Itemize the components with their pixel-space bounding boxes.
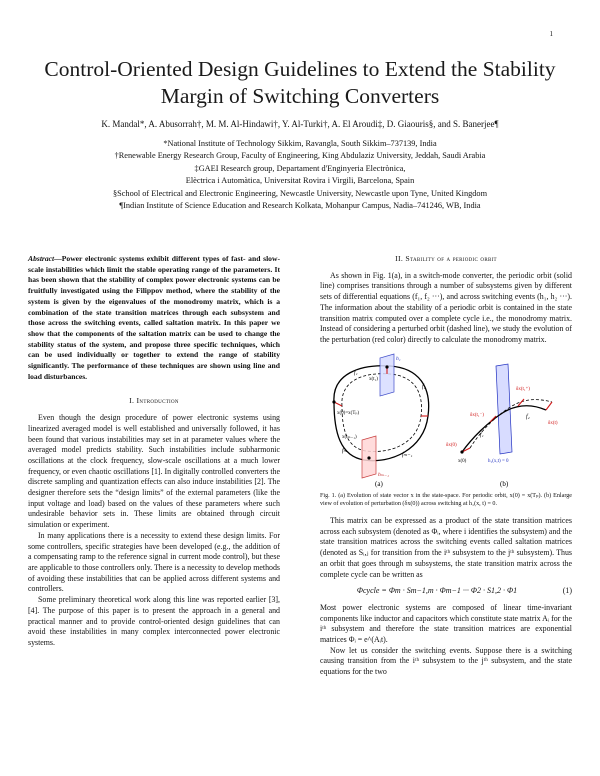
label-x0: x(0)=x(Tₚ) xyxy=(337,410,360,416)
figure-caption: Fig. 1. (a) Evolution of state vector x in the state-space. For periodic orbit, x(0) = x(Tₚ). (b) Enlarge view of evolution of perturbation (δx(0)) across switching at h₁(x, t) = 0. xyxy=(320,492,572,507)
affiliation: *National Institute of Technology Sikkim, Ravangla, South Sikkim–737139, India xyxy=(163,139,437,148)
abstract-label: Abstract xyxy=(28,254,55,263)
label-f1: f₁ xyxy=(354,369,358,376)
label-dxt1-plus: δx(t₁⁺) xyxy=(516,386,530,392)
label-h1-surface: h₁(x,t) = 0 xyxy=(488,458,509,464)
equation-1 xyxy=(320,586,572,597)
label-f1-b: f₁ xyxy=(480,431,484,438)
affiliation: ¶Indian Institute of Science Education and Research Kolkata, Mohanpur Campus, Nadia–741246, WB, India xyxy=(119,201,481,211)
section-heading-stability: II. Stability of a periodic orbit xyxy=(395,254,497,263)
abstract-text: —Power electronic systems exhibit different types of fast- and slow-scale instabilities which limit the stable operating range of the parameters. It has been shown that the stability of complex power electronic systems can be fruitfully investigated using the Filippov method, where the stability of the system is given by the eigenvalues of the monodromy matrix, which is a combination of the state transition matrices through each subsystem and those across the switching events, called saltation matrix. In this paper we show that the components of the saltation matrix can be used to change the stability status of the system, and propose three specific techniques, which can be used individually or together to extend the range of stability significantly. The performance of these techniques are shown using line and load disturbances. xyxy=(28,254,280,381)
label-fm: fₘ xyxy=(342,447,348,454)
equation-number: (1) xyxy=(562,586,572,596)
label-fm-1: fₘ₋₁ xyxy=(402,451,413,458)
section2-paragraph: This matrix can be expressed as a product of the state transition matrices across each subsystem (denoted as Φᵢ, where i identifies the subsystem) and the state transition matrices across the switching events called saltation matrices (denoted as Sᵢ,ⱼ for transition from the iᵗʰ subsystem to the jᵗʰ subsystem). Thus an orbit that goes through m subsystems, the state transition matrix across the complete cycle can be written as xyxy=(320,516,572,579)
label-x0-b: x(0) xyxy=(458,458,467,464)
section-heading-introduction: I. Introduction xyxy=(129,396,179,406)
label-xt1: x(t₁) xyxy=(369,376,378,382)
label-dx0: δx(0) xyxy=(446,442,457,448)
section2-paragraph: Now let us consider the switching events. Suppose there is a switching causing transition from the iᵗʰ subsystem to the jᵗʰ subsystem, and the state equations for the two xyxy=(320,645,572,677)
label-dxt: δx(t) xyxy=(548,420,558,426)
page-number: 1 xyxy=(549,30,553,38)
author-list: K. Mandal*, A. Abusorrah†, M. M. Al-Hindawi†, Y. Al-Turki†, A. El Aroudi‡, D. Giaouris§, and S. Banerjee¶ xyxy=(101,119,499,129)
section2-paragraph: As shown in Fig. 1(a), in a switch-mode converter, the periodic orbit (solid line) comprises transitions through a number of subsystems given by different sets of differential equations (f₁, f₂ ···), and across switching events (h₁, h₂ ···). The information about the stability of a periodic orbit is contained in the state transition matrix computed over a complete cycle i.e., the monodromy matrix. Instead of considering a perturbed orbit (dashed line), we study the evolution of the perturbation (red color) directly to calculate the monodromy matrix. xyxy=(320,270,572,344)
panel-b xyxy=(446,364,558,488)
intro-paragraph: In many applications there is a necessity to extend these design limits. For some controllers, specific strategies have been developed (e.g., the addition of a compensating ramp to the reference signal in current mode control), but these are applicable to those controllers only. There is a necessity to develop methods of avoiding these instabilities that can be applied across different systems and controllers. xyxy=(28,530,280,594)
panel-a-label: (a) xyxy=(375,479,383,488)
orbit-point xyxy=(367,456,370,459)
intro-paragraph: Some preliminary theoretical work along this line was reported earlier [3], [4]. The purpose of this paper is to present the approach in a general and practical manner and to provide control-oriented design guidelines that can avoid these instabilities in many complex interconnected power electronic systems. xyxy=(28,595,280,647)
label-xtm1: x(tₘ₋₁) xyxy=(342,434,357,440)
figure-1-drawing xyxy=(320,352,572,488)
perturbation-vector xyxy=(546,402,552,410)
orbit-point xyxy=(332,400,335,403)
abstract xyxy=(28,254,280,382)
affiliation: ‡GAEI Research group, Departament d'Enginyeria Electrònica, xyxy=(194,163,406,173)
figure-1 xyxy=(320,352,572,488)
label-f2: f₂ xyxy=(422,383,426,390)
label-h1: h₁ xyxy=(396,355,401,362)
label-f2-b: f₂ xyxy=(526,413,530,420)
switching-surface-h1 xyxy=(380,354,394,396)
perturbation-vector xyxy=(490,416,496,422)
paper-title: Control-Oriented Design Guidelines to Extend the Stability Margin of Switching Converters xyxy=(44,57,556,108)
orbit-point xyxy=(460,450,463,453)
affiliations xyxy=(20,138,580,212)
equation-body: Φcycle = Φm · Sm−1,m · Φm−1 ··· Φ2 · S1,2 · Φ1 xyxy=(356,586,518,596)
panel-a xyxy=(332,354,428,488)
affiliation: †Renewable Energy Research Group, Faculty of Engineering, King Abdulaziz University, Jeddah, Saudi Arabia xyxy=(114,151,486,161)
affiliation: §School of Electrical and Electronic Engineering, Newcastle University, Newcastle upon Tyne, United Kingdom xyxy=(112,188,488,198)
left-column xyxy=(28,254,280,649)
orbit-point xyxy=(385,365,388,368)
label-hm1: hₘ₋₁ xyxy=(378,471,389,478)
section2-paragraph: Most power electronic systems are composed of linear time-invariant components like inductor and capacitors which constitute state matrix Aᵢ for the iᵗʰ subsystem and therefore the state transition matrices are exponential matrices Φᵢ = e^(Aᵢt). xyxy=(320,602,572,645)
label-dxt1-minus: δx(t₁⁻) xyxy=(470,412,484,418)
panel-b-label: (b) xyxy=(500,479,509,488)
affiliation: Elèctrica i Automàtica, Universitat Rovira i Virgili, Barcelona, Spain xyxy=(185,176,415,186)
right-column xyxy=(320,254,572,678)
intro-paragraph: Even though the design procedure of power electronic systems using linearized averaged model is well established and universally followed, it has been found that various instabilities may set in at parameter values where the averaged model predicts stability. Such instabilities include subharmonic oscillations at the clock frequency, slow-scale oscillations at a much lower frequency, or even chaotic oscillations [1]. In digitally controlled converters the discrete sampling and quantization effects can also induce instabilities [2]. The designer therefore sets the “design limits” of the external parameters (like the input voltage and load) based on the values of these parameters where such undesirable behavior sets in. These limits are obtained through circuit simulation or experiment. xyxy=(28,413,280,530)
